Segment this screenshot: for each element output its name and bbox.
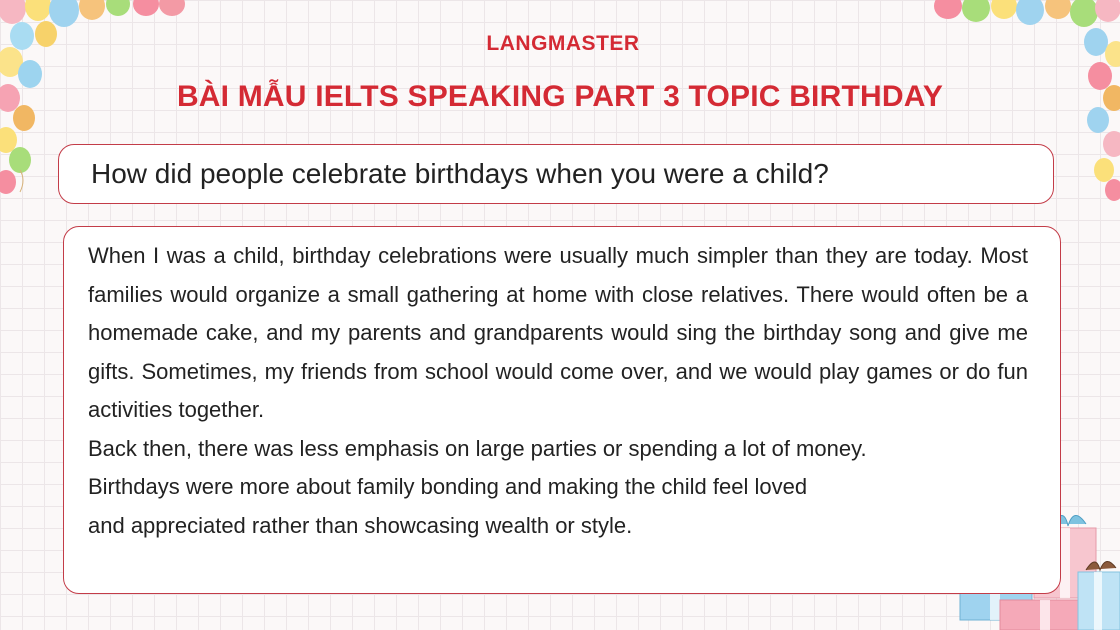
brand-logo: LANGMASTER [486,32,640,55]
answer-box [63,226,1061,594]
answer-paragraph-2-line-2: Birthdays were more about family bonding and making the child feel loved [88,474,808,499]
answer-paragraph-2-line-3: and appreciated rather than showcasing wealth or style. [88,512,633,538]
page-title: BÀI MẪU IELTS SPEAKING PART 3 TOPIC BIRTHDAY [176,80,944,113]
answer-text [88,237,1028,545]
question-box [58,144,1054,204]
question-text: How did people celebrate birthdays when you were a child? [91,158,829,189]
answer-paragraph-1: When I was a child, birthday celebrations were usually much simpler than they are today. Most families would organize a small gathering at home with close relatives. There would often be a homemade cake, and my parents and grandparents would sing the birthday song and give me gifts. Sometimes, my friends from school would come over, and we would play games or do fun activities together. [88,243,1028,422]
answer-paragraph-2 [88,430,1028,546]
answer-paragraph-2-line-1: Back then, there was less emphasis on large parties or spending a lot of money. [88,435,867,461]
